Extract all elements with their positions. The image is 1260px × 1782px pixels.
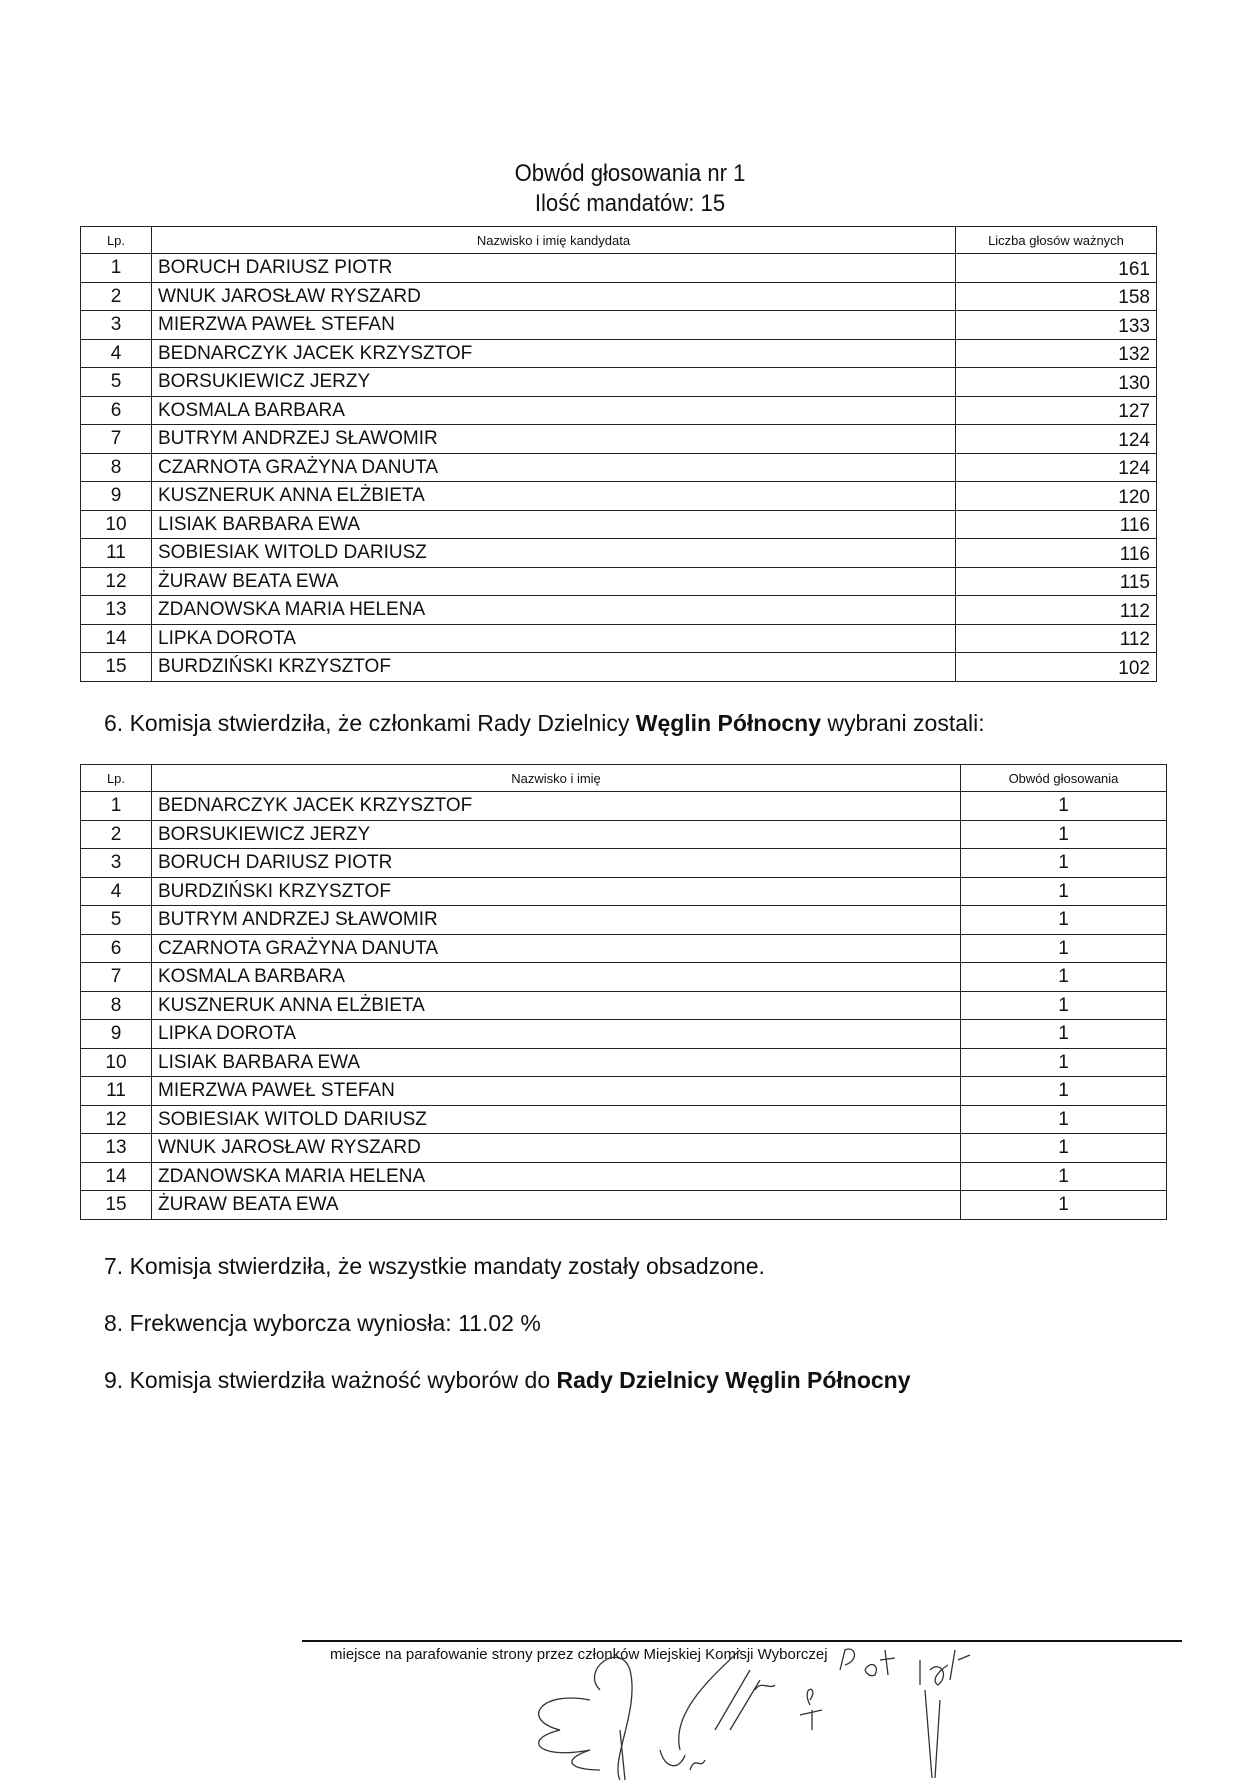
member-name: KUSZNERUK ANNA ELŻBIETA [152, 991, 961, 1020]
handwritten-signatures-icon [500, 1630, 1200, 1782]
voting-district: 1 [961, 1077, 1167, 1106]
row-lp: 3 [81, 849, 152, 878]
table-row [81, 906, 1167, 935]
valid-votes: 112 [956, 596, 1157, 625]
table-row [81, 877, 1167, 906]
initials-note: miejsce na parafowanie strony przez członków Miejskiej Komisji Wyborczej [330, 1646, 828, 1663]
section-6: 6. Komisja stwierdziła, że członkami Rady Dzielnicy Węglin Północny wybrani zostali: [104, 710, 985, 736]
row-lp: 7 [81, 425, 152, 454]
candidate-name: BUTRYM ANDRZEJ SŁAWOMIR [152, 425, 956, 454]
row-lp: 10 [81, 1048, 152, 1077]
voting-district: 1 [961, 849, 1167, 878]
voting-district: 1 [961, 1105, 1167, 1134]
candidate-name: KUSZNERUK ANNA ELŻBIETA [152, 482, 956, 511]
elected-table [80, 764, 1167, 1220]
valid-votes: 112 [956, 624, 1157, 653]
row-lp: 15 [81, 653, 152, 682]
table-row [81, 282, 1157, 311]
candidate-name: KOSMALA BARBARA [152, 396, 956, 425]
candidate-name: ZDANOWSKA MARIA HELENA [152, 596, 956, 625]
candidate-name: BURDZIŃSKI KRZYSZTOF [152, 653, 956, 682]
table-row [81, 963, 1167, 992]
col-votes: Liczba głosów ważnych [956, 227, 1157, 254]
table-row [81, 254, 1157, 283]
row-lp: 14 [81, 1162, 152, 1191]
row-lp: 12 [81, 567, 152, 596]
valid-votes: 124 [956, 453, 1157, 482]
member-name: MIERZWA PAWEŁ STEFAN [152, 1077, 961, 1106]
member-name: BORUCH DARIUSZ PIOTR [152, 849, 961, 878]
member-name: ŻURAW BEATA EWA [152, 1191, 961, 1220]
row-lp: 13 [81, 1134, 152, 1163]
row-lp: 9 [81, 1020, 152, 1049]
row-lp: 11 [81, 1077, 152, 1106]
member-name: ZDANOWSKA MARIA HELENA [152, 1162, 961, 1191]
valid-votes: 120 [956, 482, 1157, 511]
member-name: SOBIESIAK WITOLD DARIUSZ [152, 1105, 961, 1134]
row-lp: 14 [81, 624, 152, 653]
table-row [81, 510, 1157, 539]
table-row [81, 453, 1157, 482]
voting-district: 1 [961, 963, 1167, 992]
candidate-name: BEDNARCZYK JACEK KRZYSZTOF [152, 339, 956, 368]
row-lp: 10 [81, 510, 152, 539]
col-lp: Lp. [81, 765, 152, 792]
candidate-name: LISIAK BARBARA EWA [152, 510, 956, 539]
council-name: Rady Dzielnicy Węglin Północny [556, 1367, 911, 1393]
table-row [81, 1162, 1167, 1191]
member-name: WNUK JAROSŁAW RYSZARD [152, 1134, 961, 1163]
valid-votes: 116 [956, 539, 1157, 568]
candidate-name: WNUK JAROSŁAW RYSZARD [152, 282, 956, 311]
candidate-name: SOBIESIAK WITOLD DARIUSZ [152, 539, 956, 568]
row-lp: 6 [81, 934, 152, 963]
voting-district: 1 [961, 1134, 1167, 1163]
row-lp: 2 [81, 282, 152, 311]
valid-votes: 102 [956, 653, 1157, 682]
table-row [81, 396, 1157, 425]
member-name: BORSUKIEWICZ JERZY [152, 820, 961, 849]
row-lp: 4 [81, 877, 152, 906]
table-row [81, 482, 1157, 511]
candidate-name: LIPKA DOROTA [152, 624, 956, 653]
mandates-count: Ilość mandatów: 15 [534, 190, 726, 217]
row-lp: 4 [81, 339, 152, 368]
valid-votes: 161 [956, 254, 1157, 283]
table-row [81, 539, 1157, 568]
row-lp: 3 [81, 311, 152, 340]
valid-votes: 158 [956, 282, 1157, 311]
table-row [81, 567, 1157, 596]
candidate-name: ŻURAW BEATA EWA [152, 567, 956, 596]
row-lp: 9 [81, 482, 152, 511]
voting-district: 1 [961, 1020, 1167, 1049]
candidate-name: BORSUKIEWICZ JERZY [152, 368, 956, 397]
table-row [81, 820, 1167, 849]
table-row [81, 624, 1157, 653]
row-lp: 13 [81, 596, 152, 625]
member-name: LIPKA DOROTA [152, 1020, 961, 1049]
voting-district: 1 [961, 906, 1167, 935]
member-name: LISIAK BARBARA EWA [152, 1048, 961, 1077]
table-row [81, 934, 1167, 963]
valid-votes: 132 [956, 339, 1157, 368]
candidate-name: BORUCH DARIUSZ PIOTR [152, 254, 956, 283]
table-row [81, 1191, 1167, 1220]
section-8: 8. Frekwencja wyborcza wyniosła: 11.02 % [104, 1310, 541, 1336]
valid-votes: 116 [956, 510, 1157, 539]
section-7: 7. Komisja stwierdziła, że wszystkie mandaty zostały obsadzone. [104, 1253, 765, 1279]
valid-votes: 115 [956, 567, 1157, 596]
row-lp: 2 [81, 820, 152, 849]
table-header-row [81, 227, 1157, 254]
table-row [81, 1105, 1167, 1134]
col-lp: Lp. [81, 227, 152, 254]
votes-table [80, 226, 1157, 682]
table-row [81, 1134, 1167, 1163]
table-row [81, 368, 1157, 397]
valid-votes: 130 [956, 368, 1157, 397]
member-name: BUTRYM ANDRZEJ SŁAWOMIR [152, 906, 961, 935]
table-row [81, 425, 1157, 454]
voting-district: 1 [961, 877, 1167, 906]
row-lp: 1 [81, 792, 152, 821]
valid-votes: 127 [956, 396, 1157, 425]
table-row [81, 311, 1157, 340]
row-lp: 7 [81, 963, 152, 992]
table-row [81, 792, 1167, 821]
voting-district: 1 [961, 1048, 1167, 1077]
voting-district: 1 [961, 1162, 1167, 1191]
district-title: Obwód głosowania nr 1 [514, 160, 746, 187]
table-row [81, 339, 1157, 368]
table-row [81, 1077, 1167, 1106]
table-row [81, 991, 1167, 1020]
member-name: KOSMALA BARBARA [152, 963, 961, 992]
district-name: Węglin Północny [635, 710, 822, 736]
row-lp: 11 [81, 539, 152, 568]
col-district: Obwód głosowania [961, 765, 1167, 792]
valid-votes: 133 [956, 311, 1157, 340]
member-name: BURDZIŃSKI KRZYSZTOF [152, 877, 961, 906]
row-lp: 5 [81, 368, 152, 397]
voting-district: 1 [961, 1191, 1167, 1220]
section-9: 9. Komisja stwierdziła ważność wyborów do Rady Dzielnicy Węglin Północny [104, 1367, 911, 1393]
row-lp: 12 [81, 1105, 152, 1134]
table-header-row [81, 765, 1167, 792]
table-row [81, 849, 1167, 878]
row-lp: 8 [81, 991, 152, 1020]
voting-district: 1 [961, 991, 1167, 1020]
table-row [81, 596, 1157, 625]
row-lp: 6 [81, 396, 152, 425]
candidate-name: CZARNOTA GRAŻYNA DANUTA [152, 453, 956, 482]
col-name: Nazwisko i imię kandydata [152, 227, 956, 254]
voting-district: 1 [961, 820, 1167, 849]
voting-district: 1 [961, 792, 1167, 821]
row-lp: 15 [81, 1191, 152, 1220]
table-row [81, 653, 1157, 682]
table-row [81, 1048, 1167, 1077]
row-lp: 1 [81, 254, 152, 283]
col-name: Nazwisko i imię [152, 765, 961, 792]
row-lp: 8 [81, 453, 152, 482]
table-row [81, 1020, 1167, 1049]
row-lp: 5 [81, 906, 152, 935]
candidate-name: MIERZWA PAWEŁ STEFAN [152, 311, 956, 340]
member-name: BEDNARCZYK JACEK KRZYSZTOF [152, 792, 961, 821]
voting-district: 1 [961, 934, 1167, 963]
valid-votes: 124 [956, 425, 1157, 454]
member-name: CZARNOTA GRAŻYNA DANUTA [152, 934, 961, 963]
